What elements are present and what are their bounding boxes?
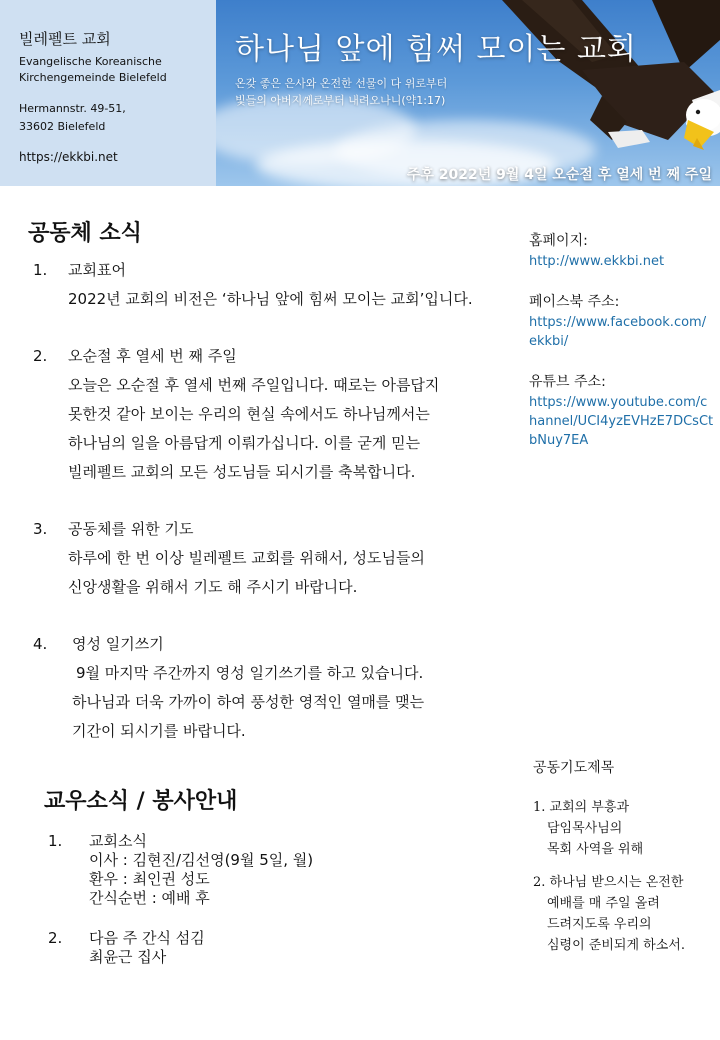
item-line: 빌레펠트 교회의 모든 성도님들 되시기를 축복합니다. (68, 463, 416, 481)
news-line: 간식순번 : 예배 후 (89, 889, 210, 907)
facebook-label: 페이스북 주소: (529, 294, 620, 310)
homepage-label: 홈페이지: (529, 233, 588, 249)
prayer-line: 1. 교회의 부흥과 (533, 800, 630, 815)
item-number: 2. (48, 929, 63, 947)
prayer-item (533, 797, 718, 860)
item-line: 2022년 교회의 비전은 ‘하나님 앞에 힘써 모이는 교회’입니다. (68, 290, 473, 308)
banner-image (216, 0, 720, 186)
banner-title: 하나님 앞에 힘써 모이는 교회 (235, 32, 637, 67)
banner-verse (235, 75, 447, 109)
contact-sidebar (529, 230, 714, 470)
prayer-line: 담임목사님의 (547, 821, 623, 836)
item-line: 하루에 한 번 이상 빌레펠트 교회를 위해서, 성도님들의 (68, 549, 425, 567)
item-line: 못한것 같아 보이는 우리의 현실 속에서도 하나님께서는 (68, 405, 430, 423)
church-name-german-line: Evangelische Koreanische (19, 55, 162, 68)
item-number: 4. (33, 635, 48, 653)
prayer-line: 드려지도록 우리의 (547, 917, 652, 932)
banner-verse-line: 온갖 좋은 은사와 온전한 선물이 다 위로부터 (235, 77, 448, 90)
church-address (19, 100, 216, 136)
banner-verse-line: 빛들의 아버지께로부터 내려오나니(약1:17) (235, 94, 446, 107)
youtube-label: 유튜브 주소: (529, 374, 606, 390)
item-number: 2. (33, 347, 48, 365)
news-line: 최윤근 집사 (89, 948, 167, 966)
news-line: 이사 : 김현진/김선영(9월 5일, 월) (89, 851, 314, 869)
church-name: 빌레펠트 교회 (19, 30, 111, 48)
church-name-german (19, 54, 216, 86)
item-heading: 영성 일기쓰기 (72, 635, 164, 653)
news-line: 교회소식 (89, 832, 147, 850)
news-section-title: 교우소식 / 봉사안내 (44, 789, 238, 814)
news-line: 환우 : 최인권 성도 (89, 870, 210, 888)
item-heading: 공동체를 위한 기도 (68, 520, 194, 538)
bulletin-header (0, 0, 720, 186)
item-line: 9월 마지막 주간까지 영성 일기쓰기를 하고 있습니다. (76, 664, 424, 682)
item-heading: 교회표어 (68, 261, 126, 279)
prayer-item (533, 872, 718, 956)
prayer-line: 목회 사역을 위해 (547, 842, 644, 857)
item-number: 1. (48, 832, 63, 850)
item-line: 하나님과 더욱 가까이 하여 풍성한 영적인 열매를 맺는 (72, 693, 425, 711)
prayer-line: 2. 하나님 받으시는 온전한 (533, 875, 684, 890)
service-date: 주후 2022년 9월 4일 오순절 후 열세 번 째 주일 (406, 167, 712, 183)
item-line: 하나님의 일을 아름답게 이뤄가십니다. 이를 굳게 믿는 (68, 434, 421, 452)
homepage-link[interactable]: http://www.ekkbi.net (529, 254, 665, 269)
youtube-link[interactable]: https://www.youtube.com/channel/UCI4yzEVHzE7DCsCtbNuy7EA (529, 395, 714, 448)
church-info-panel (0, 0, 216, 186)
item-heading: 오순절 후 열세 번 째 주일 (68, 347, 237, 365)
item-number: 3. (33, 520, 48, 538)
item-line: 신앙생활을 위해서 기도 해 주시기 바랍니다. (68, 578, 358, 596)
church-name-german-line: Kirchengemeinde Bielefeld (19, 71, 167, 84)
address-line: Hermannstr. 49-51, (19, 102, 126, 115)
community-section-title: 공동체 소식 (28, 221, 142, 246)
item-line: 오늘은 오순절 후 열세 번째 주일입니다. 때로는 아름답지 (68, 376, 440, 394)
church-website[interactable]: https://ekkbi.net (19, 150, 118, 164)
item-line: 기간이 되시기를 바랍니다. (72, 722, 246, 740)
prayer-topics (533, 757, 718, 968)
prayer-title: 공동기도제목 (533, 760, 615, 776)
item-number: 1. (33, 261, 48, 279)
facebook-link[interactable]: https://www.facebook.com/ekkbi/ (529, 315, 707, 349)
address-line: 33602 Bielefeld (19, 120, 106, 133)
prayer-line: 심령이 준비되게 하소서. (547, 938, 685, 953)
news-line: 다음 주 간식 섬김 (89, 929, 205, 947)
prayer-line: 예배를 매 주일 올려 (547, 896, 660, 911)
